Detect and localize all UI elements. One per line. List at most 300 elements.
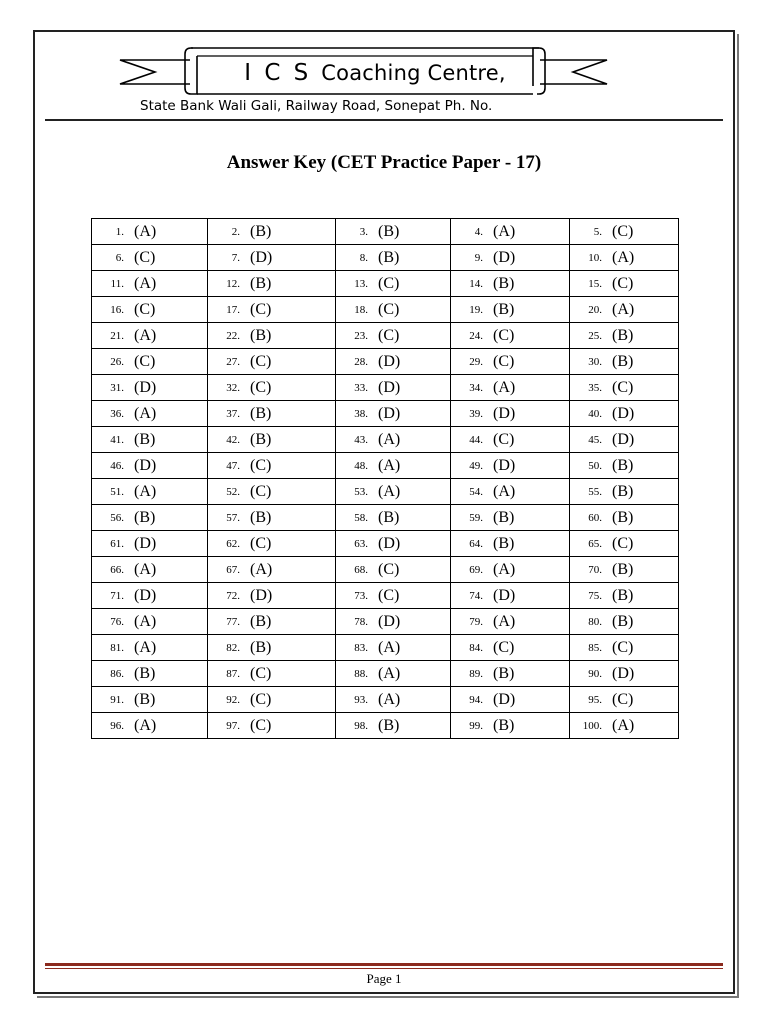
table-row [92,531,679,557]
answer-option: (A) [378,430,401,448]
answer-option: (C) [612,638,634,656]
answer-option: (C) [612,222,634,240]
question-number: 29. [469,355,483,368]
answer-cell [208,323,336,349]
answer-cell [570,661,679,687]
answer-option: (A) [134,274,157,292]
answer-option: (C) [250,456,272,474]
question-number: 38. [354,407,368,420]
answer-option: (D) [378,404,401,422]
answer-cell [570,609,679,635]
table-row [92,583,679,609]
answer-option: (D) [134,378,157,396]
answer-cell [451,635,570,661]
answer-option: (A) [378,664,401,682]
question-number: 26. [110,355,124,368]
answer-option: (D) [612,404,635,422]
question-number: 54. [469,485,483,498]
question-number: 77. [226,615,240,628]
question-number: 15. [588,277,602,290]
answer-option: (C) [493,326,515,344]
answer-option: (B) [250,508,272,526]
answer-option: (C) [250,690,272,708]
question-number: 56. [110,511,124,524]
question-number: 40. [588,407,602,420]
answer-cell [92,505,208,531]
answer-option: (B) [493,716,515,734]
question-number: 28. [354,355,368,368]
question-number: 75. [588,589,602,602]
answer-option: (A) [493,222,516,240]
answer-cell [92,375,208,401]
answer-option: (D) [493,248,516,266]
question-number: 32. [226,381,240,394]
question-number: 82. [226,641,240,654]
answer-option: (A) [612,716,635,734]
table-row [92,375,679,401]
page-border-shadow-right [737,34,739,998]
table-row [92,219,679,245]
question-number: 23. [354,329,368,342]
answer-cell [451,713,570,739]
answer-cell [336,245,451,271]
answer-cell [92,401,208,427]
answer-option: (D) [134,586,157,604]
answer-option: (C) [134,352,156,370]
answer-cell [92,219,208,245]
answer-cell [451,557,570,583]
table-row [92,479,679,505]
answer-option: (A) [612,248,635,266]
answer-cell [336,557,451,583]
question-number: 46. [110,459,124,472]
question-number: 37. [226,407,240,420]
question-number: 98. [354,719,368,732]
answer-cell [208,505,336,531]
answer-option: (B) [612,612,634,630]
answer-cell [208,635,336,661]
question-number: 34. [469,381,483,394]
answer-option: (A) [134,638,157,656]
answer-cell [570,531,679,557]
answer-cell [336,531,451,557]
answer-cell [336,505,451,531]
answer-option: (B) [134,430,156,448]
answer-option: (A) [612,300,635,318]
answer-cell [451,219,570,245]
answer-option: (B) [134,690,156,708]
answer-cell [208,557,336,583]
question-number: 99. [469,719,483,732]
table-row [92,505,679,531]
answer-cell [208,219,336,245]
answer-cell [92,349,208,375]
answer-option: (B) [378,508,400,526]
question-number: 20. [588,303,602,316]
question-number: 92. [226,693,240,706]
answer-option: (A) [493,378,516,396]
answer-option: (C) [378,560,400,578]
answer-cell [336,349,451,375]
answer-option: (D) [378,352,401,370]
question-number: 94. [469,693,483,706]
question-number: 21. [110,329,124,342]
question-number: 79. [469,615,483,628]
question-number: 47. [226,459,240,472]
answer-cell [208,453,336,479]
answer-cell [208,531,336,557]
answer-option: (B) [378,716,400,734]
question-number: 53. [354,485,368,498]
question-number: 31. [110,381,124,394]
footer-rule-thin [45,968,723,969]
answer-option: (B) [250,612,272,630]
answer-cell [92,323,208,349]
table-row [92,401,679,427]
question-number: 87. [226,667,240,680]
answer-cell [208,687,336,713]
answer-cell [451,687,570,713]
question-number: 65. [588,537,602,550]
answer-cell [451,531,570,557]
answer-option: (D) [378,534,401,552]
answer-option: (D) [378,378,401,396]
question-number: 93. [354,693,368,706]
answer-cell [451,245,570,271]
answer-cell [570,479,679,505]
brand-rest: Coaching Centre, [321,61,506,85]
answer-option: (C) [493,352,515,370]
answer-option: (B) [493,664,515,682]
question-number: 72. [226,589,240,602]
answer-option: (D) [378,612,401,630]
answer-cell [208,349,336,375]
answer-cell [570,635,679,661]
answer-cell [451,453,570,479]
answer-option: (A) [378,482,401,500]
answer-option: (A) [493,560,516,578]
answer-option: (B) [493,274,515,292]
question-number: 48. [354,459,368,472]
question-number: 24. [469,329,483,342]
answer-cell [208,245,336,271]
question-number: 63. [354,537,368,550]
page-number: Page 1 [366,971,402,986]
question-number: 10. [588,251,602,264]
answer-cell [336,687,451,713]
answer-cell [451,427,570,453]
question-number: 11. [110,277,124,290]
question-number: 50. [588,459,602,472]
question-number: 6. [115,251,124,264]
answer-option: (C) [612,274,634,292]
question-number: 64. [469,537,483,550]
answer-cell [208,427,336,453]
header-banner [115,42,615,102]
answer-cell [570,713,679,739]
answer-cell [336,323,451,349]
question-number: 2. [231,225,240,238]
question-number: 96. [110,719,124,732]
question-number: 30. [588,355,602,368]
question-number: 55. [588,485,602,498]
answer-cell [336,479,451,505]
question-number: 66. [110,563,124,576]
answer-cell [451,375,570,401]
answer-cell [451,479,570,505]
answer-option: (B) [493,534,515,552]
question-number: 74. [469,589,483,602]
question-number: 89. [469,667,483,680]
answer-option: (D) [134,534,157,552]
answer-cell [92,479,208,505]
answer-cell [570,349,679,375]
answer-cell [570,245,679,271]
table-row [92,245,679,271]
answer-cell [570,375,679,401]
question-number: 90. [588,667,602,680]
answer-cell [570,687,679,713]
answer-option: (C) [134,248,156,266]
answer-key-body [92,219,679,739]
table-row [92,635,679,661]
question-number: 62. [226,537,240,550]
answer-cell [208,713,336,739]
table-row [92,297,679,323]
question-number: 49. [469,459,483,472]
question-number: 59. [469,511,483,524]
answer-cell [336,661,451,687]
answer-option: (B) [250,404,272,422]
table-row [92,427,679,453]
answer-option: (D) [250,248,273,266]
answer-cell [92,713,208,739]
answer-cell [570,583,679,609]
question-number: 71. [110,589,124,602]
answer-option: (B) [134,508,156,526]
answer-cell [336,219,451,245]
answer-option: (C) [378,274,400,292]
centre-name [185,60,565,86]
answer-option: (D) [493,690,516,708]
answer-cell [336,401,451,427]
answer-option: (D) [493,586,516,604]
answer-cell [208,479,336,505]
question-number: 12. [226,277,240,290]
answer-option: (C) [378,300,400,318]
answer-cell [570,401,679,427]
answer-option: (B) [612,586,634,604]
question-number: 58. [354,511,368,524]
answer-option: (B) [250,430,272,448]
answer-cell [208,271,336,297]
answer-option: (C) [612,534,634,552]
centre-address: State Bank Wali Gali, Railway Road, Sonepat Ph. No. [140,98,493,114]
answer-option: (A) [378,456,401,474]
table-row [92,609,679,635]
answer-cell [336,375,451,401]
question-number: 1. [115,225,124,238]
question-number: 73. [354,589,368,602]
answer-cell [570,323,679,349]
table-row [92,713,679,739]
footer-rule-thick [45,963,723,966]
answer-option: (A) [134,404,157,422]
question-number: 67. [226,563,240,576]
table-row [92,687,679,713]
answer-option: (B) [612,352,634,370]
answer-cell [451,401,570,427]
question-number: 83. [354,641,368,654]
answer-cell [451,323,570,349]
answer-option: (C) [493,638,515,656]
answer-cell [336,609,451,635]
answer-option: (B) [612,560,634,578]
question-number: 78. [354,615,368,628]
table-row [92,453,679,479]
answer-cell [336,453,451,479]
answer-cell [208,583,336,609]
question-number: 68. [354,563,368,576]
answer-option: (C) [250,300,272,318]
table-row [92,349,679,375]
answer-option: (A) [493,612,516,630]
answer-option: (B) [612,456,634,474]
question-number: 19. [469,303,483,316]
question-number: 81. [110,641,124,654]
answer-cell [336,271,451,297]
answer-option: (A) [493,482,516,500]
question-number: 84. [469,641,483,654]
question-number: 22. [226,329,240,342]
answer-option: (C) [250,716,272,734]
question-number: 9. [474,251,483,264]
question-number: 41. [110,433,124,446]
answer-cell [570,453,679,479]
answer-cell [92,453,208,479]
question-number: 69. [469,563,483,576]
question-number: 57. [226,511,240,524]
answer-cell [92,427,208,453]
answer-cell [208,401,336,427]
answer-option: (C) [378,586,400,604]
answer-cell [451,271,570,297]
answer-cell [570,297,679,323]
question-number: 97. [226,719,240,732]
question-number: 18. [354,303,368,316]
answer-option: (B) [493,508,515,526]
question-number: 61. [110,537,124,550]
question-number: 39. [469,407,483,420]
answer-option: (A) [134,222,157,240]
answer-cell [336,427,451,453]
answer-option: (D) [250,586,273,604]
answer-option: (A) [134,716,157,734]
answer-option: (C) [250,378,272,396]
question-number: 43. [354,433,368,446]
answer-option: (A) [134,326,157,344]
answer-option: (C) [250,534,272,552]
answer-option: (B) [612,482,634,500]
table-row [92,271,679,297]
question-number: 35. [588,381,602,394]
answer-cell [208,609,336,635]
answer-cell [92,635,208,661]
answer-cell [92,531,208,557]
answer-cell [570,271,679,297]
answer-option: (B) [250,326,272,344]
question-number: 36. [110,407,124,420]
answer-cell [451,609,570,635]
answer-option: (C) [612,378,634,396]
answer-cell [451,349,570,375]
answer-cell [208,297,336,323]
answer-option: (B) [250,638,272,656]
answer-option: (C) [250,352,272,370]
question-number: 25. [588,329,602,342]
question-number: 7. [231,251,240,264]
answer-cell [336,635,451,661]
answer-cell [336,583,451,609]
answer-option: (B) [250,274,272,292]
question-number: 14. [469,277,483,290]
answer-option: (B) [250,222,272,240]
question-number: 51. [110,485,124,498]
answer-cell [208,375,336,401]
page-border-shadow-bottom [37,996,739,998]
answer-option: (B) [493,300,515,318]
answer-option: (A) [250,560,273,578]
answer-cell [92,661,208,687]
question-number: 42. [226,433,240,446]
question-number: 80. [588,615,602,628]
question-number: 3. [359,225,368,238]
answer-cell [92,687,208,713]
answer-cell [336,713,451,739]
answer-option: (A) [134,612,157,630]
answer-cell [451,661,570,687]
answer-cell [336,297,451,323]
answer-cell [570,219,679,245]
answer-cell [92,583,208,609]
answer-cell [208,661,336,687]
question-number: 70. [588,563,602,576]
answer-option: (C) [250,664,272,682]
question-number: 8. [359,251,368,264]
question-number: 86. [110,667,124,680]
answer-option: (C) [493,430,515,448]
answer-option: (C) [378,326,400,344]
question-number: 91. [110,693,124,706]
answer-option: (C) [612,690,634,708]
question-number: 44. [469,433,483,446]
answer-option: (B) [612,508,634,526]
answer-cell [92,557,208,583]
answer-cell [451,297,570,323]
answer-cell [451,583,570,609]
table-row [92,557,679,583]
answer-option: (A) [378,638,401,656]
answer-cell [570,505,679,531]
answer-cell [92,609,208,635]
answer-cell [92,271,208,297]
table-row [92,323,679,349]
question-number: 76. [110,615,124,628]
question-number: 52. [226,485,240,498]
question-number: 85. [588,641,602,654]
answer-cell [451,505,570,531]
answer-option: (B) [378,222,400,240]
